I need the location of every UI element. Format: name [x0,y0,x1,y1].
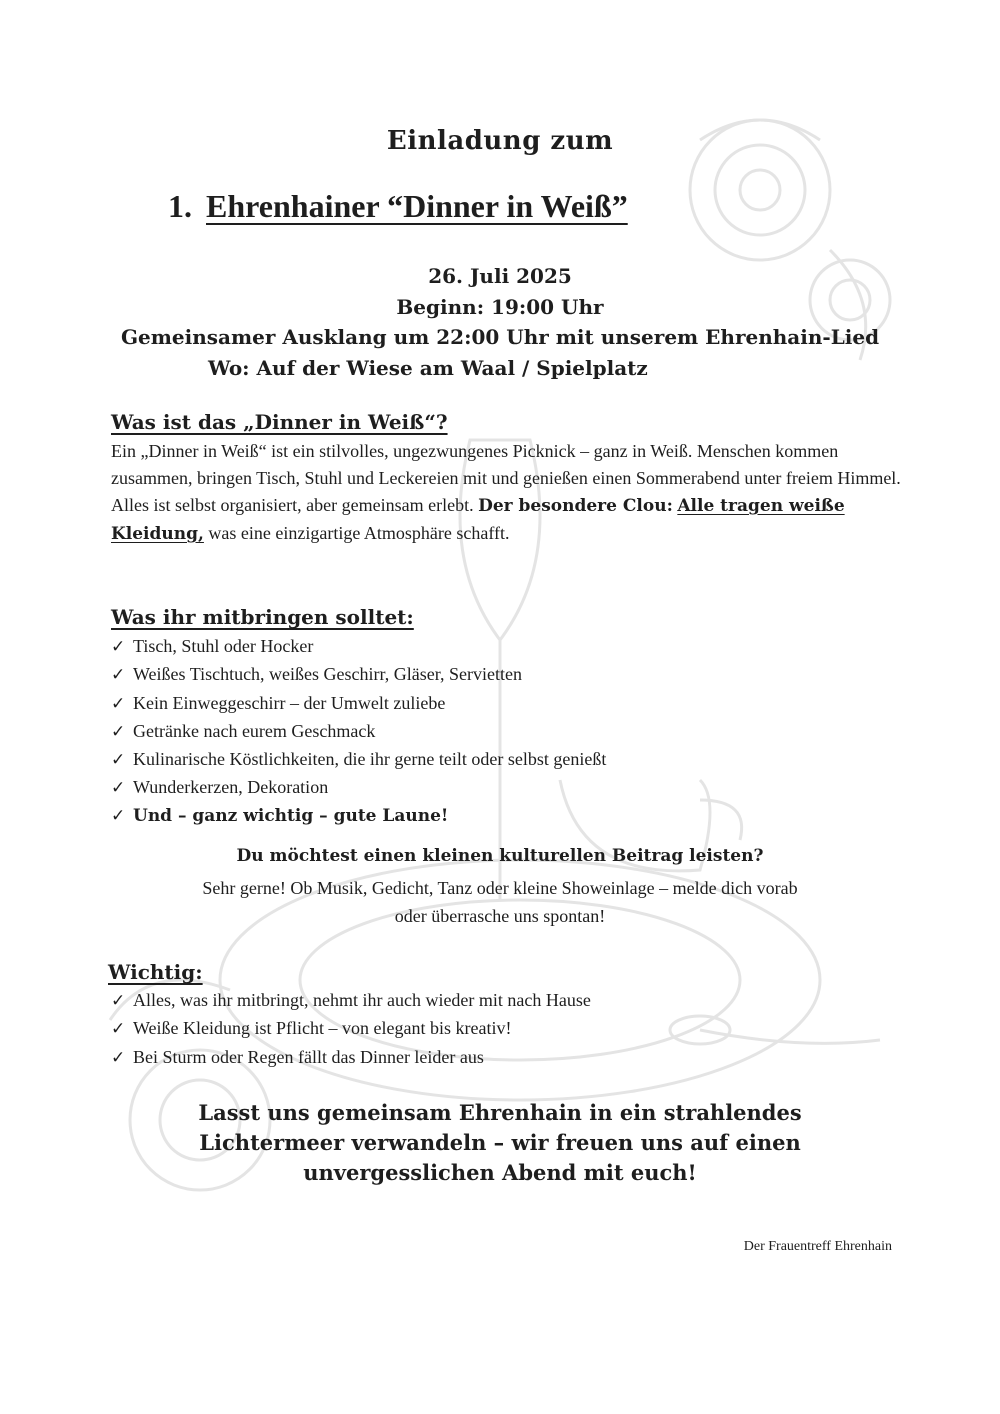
list-item: ✓ Kein Einweggeschirr – der Umwelt zuliebe [111,690,606,718]
clou-rest: was eine einzigartige Atmosphäre schafft. [208,523,510,543]
list-item: ✓ Tisch, Stuhl oder Hocker [111,633,606,661]
check-icon: ✓ [111,721,126,742]
about-title: Was ist das „Dinner in Weiß“? [111,410,448,434]
check-icon: ✓ [111,665,126,686]
important-title: Wichtig: [108,960,203,984]
closing-message [0,1098,1000,1188]
check-icon: ✓ [111,750,126,771]
list-item: ✓ Getränke nach eurem Geschmack [111,718,606,746]
check-icon: ✓ [111,991,126,1011]
list-item: ✓ Alles, was ihr mitbringt, nehmt ihr auch wieder mit nach Hause [111,987,591,1015]
closing-line-3: unvergesslichen Abend mit euch! [303,1160,697,1185]
closing-line-1: Lasst uns gemeinsam Ehrenhain in ein strahlendes [198,1100,802,1125]
check-icon: ✓ [111,693,126,714]
culture-question: Du möchtest einen kleinen kulturellen Beitrag leisten? [236,846,764,866]
culture-answer-line-2: oder überrasche uns spontan! [394,906,606,926]
event-closing-song: Gemeinsamer Ausklang um 22:00 Uhr mit unserem Ehrenhain-Lied [120,325,880,349]
check-icon: ✓ [111,1019,126,1040]
event-number: 1. [168,188,192,224]
check-icon: ✓ [111,778,126,799]
event-title [168,188,628,225]
check-icon: ✓ [111,805,126,826]
culture-answer [0,874,1000,930]
list-item: ✓ Und – ganz wichtig – gute Laune! [111,803,606,830]
list-item: ✓ Bei Sturm oder Regen fällt das Dinner leider aus [111,1044,591,1072]
about-paragraph [111,438,901,548]
list-item: ✓ Kulinarische Köstlichkeiten, die ihr gerne teilt oder selbst genießt [111,746,606,774]
event-start-time: Beginn: 19:00 Uhr [396,295,604,319]
about-text: Ein „Dinner in Weiß“ ist ein stilvolles, ungezwungenes Picknick – ganz in Weiß. Menschen kommen zusammen, bringen Tisch, Stuhl und Leckereien mit und genießen einen Sommerabend unter freiem Himmel. Alles ist selbst organisiert, aber gemeinsam erlebt. [111,441,901,515]
list-item: ✓ Wunderkerzen, Dekoration [111,774,606,802]
invitation-heading: Einladung zum [386,126,614,156]
check-icon: ✓ [111,637,126,657]
list-item: ✓ Weiße Kleidung ist Pflicht – von elegant bis kreativ! [111,1015,591,1043]
event-location: Wo: Auf der Wiese am Waal / Spielplatz [208,356,648,380]
bring-list [111,633,606,830]
check-icon: ✓ [111,1047,126,1068]
important-list [111,987,591,1072]
event-date: 26. Juli 2025 [428,264,572,288]
culture-answer-line-1: Sehr gerne! Ob Musik, Gedicht, Tanz oder kleine Showeinlage – melde dich vorab [202,878,798,898]
clou-label: Der besondere Clou: [478,496,673,516]
event-name: Ehrenhainer “Dinner in Weiß” [206,188,628,224]
bring-title: Was ihr mitbringen solltet: [111,605,414,629]
closing-line-2: Lichtermeer verwandeln – wir freuen uns auf einen [199,1130,801,1155]
signature: Der Frauentreff Ehrenhain [743,1239,892,1254]
clou-highlight: Alle tragen weiße Kleidung, [111,496,845,544]
list-item: ✓ Weißes Tischtuch, weißes Geschirr, Gläser, Servietten [111,661,606,689]
